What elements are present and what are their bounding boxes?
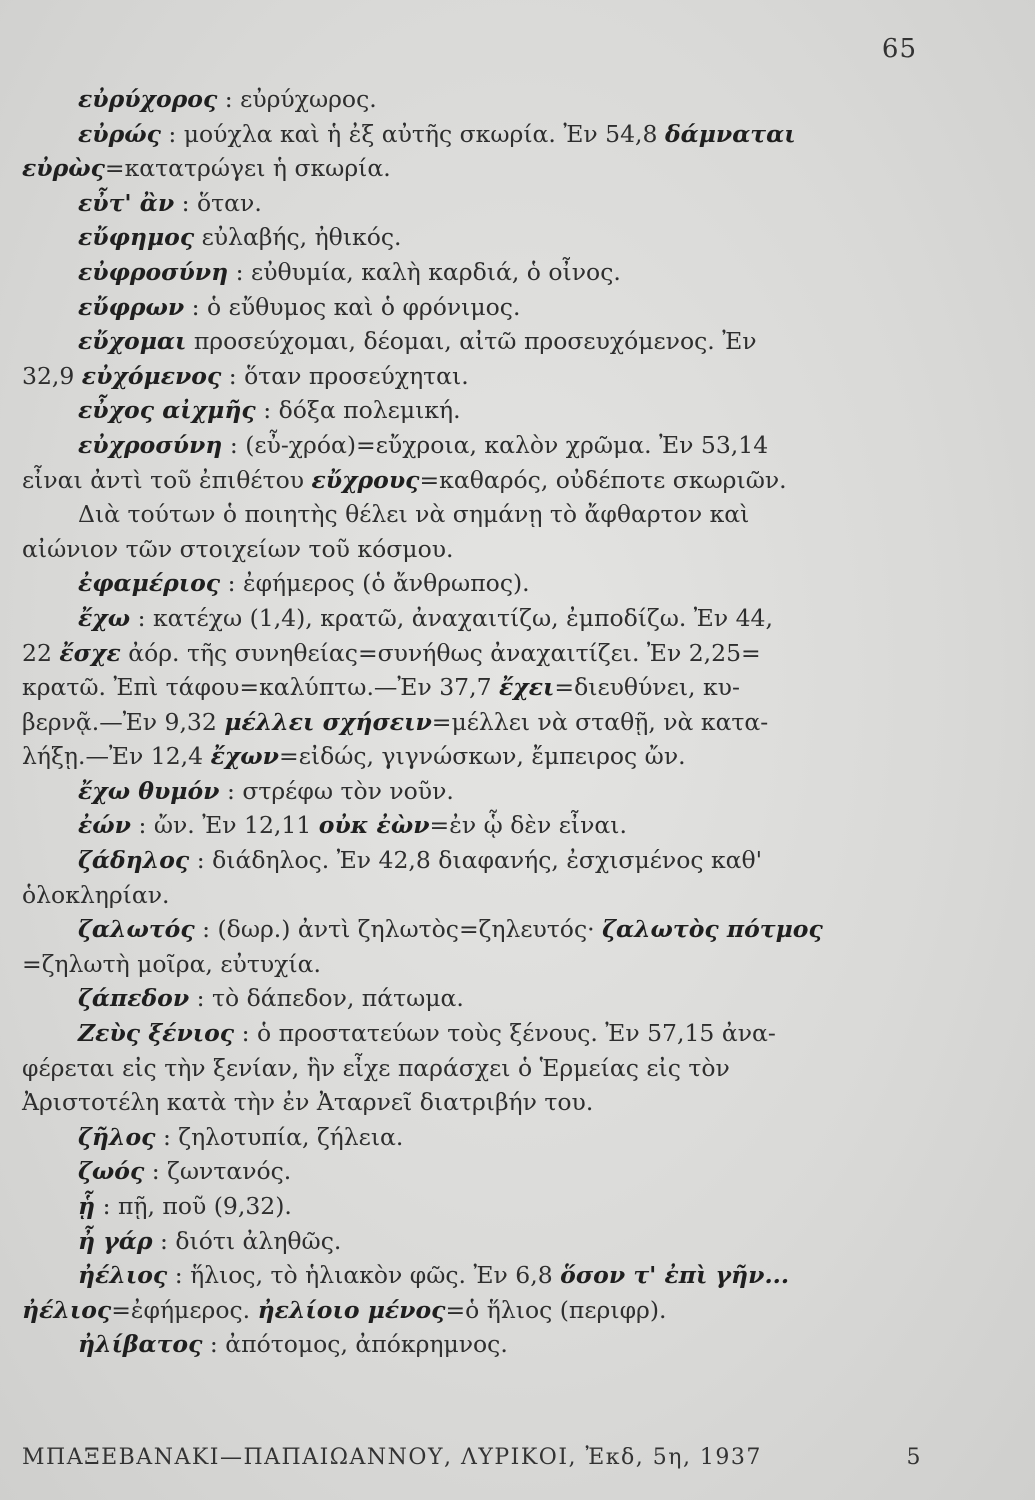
text-line xyxy=(22,878,927,913)
headword: εὐχόμενος xyxy=(81,361,222,390)
definition-text: : ὅταν. xyxy=(174,188,262,217)
headword: ζαλωτὸς πότμος xyxy=(602,915,823,944)
definition-text: =ἐφήμερος. xyxy=(111,1295,258,1324)
headword: ἔχω xyxy=(78,603,131,632)
headword: ζαλωτός xyxy=(78,915,195,944)
definition-text: : ζωντανός. xyxy=(144,1157,292,1186)
text-line xyxy=(22,1016,927,1051)
headword: εὔφημος xyxy=(78,223,195,252)
text-line xyxy=(22,428,927,463)
text-line xyxy=(22,186,927,221)
headword: εὖτ' ἂν xyxy=(78,188,175,217)
definition-text: =ζηλωτὴ μοῖρα, εὐτυχία. xyxy=(22,949,321,978)
definition-text: : ἀπότομος, ἀπόκρημνος. xyxy=(202,1330,508,1359)
headword: ἔχω θυμόν xyxy=(78,776,220,805)
headword: εὔχρους xyxy=(311,465,420,494)
definition-text: κρατῶ. Ἐπὶ τάφου=καλύπτω.—Ἐν 37,7 xyxy=(22,673,500,702)
definition-text: Διὰ τούτων ὁ ποιητὴς θέλει νὰ σημάνῃ τὸ ἄφθαρτον καὶ xyxy=(78,500,750,529)
definition-text: λήξῃ.—Ἐν 12,4 xyxy=(22,742,211,771)
definition-text: : τὸ δάπεδον, πάτωμα. xyxy=(189,984,464,1013)
headword: ἠέλιος xyxy=(22,1295,112,1324)
text-line xyxy=(22,843,927,878)
text-line xyxy=(22,981,927,1016)
definition-text: =ἐν ᾧ δὲν εἶναι. xyxy=(429,811,627,840)
headword: ζῆλος xyxy=(78,1122,156,1151)
definition-text: : εὐθυμία, καλὴ καρδιά, ὁ οἶνος. xyxy=(228,257,621,286)
text-line xyxy=(22,82,927,117)
definition-text: : ὅταν προσεύχηται. xyxy=(221,361,469,390)
text-line xyxy=(22,532,927,567)
definition-text: 32,9 xyxy=(22,361,82,390)
text-line xyxy=(22,359,927,394)
text-line xyxy=(22,393,927,428)
text-line xyxy=(22,324,927,359)
definition-text: εὐλαβής, ἠθικός. xyxy=(194,223,402,252)
headword: οὐκ ἐὼν xyxy=(318,811,430,840)
text-line xyxy=(22,220,927,255)
page-number: 65 xyxy=(881,34,917,64)
text-line xyxy=(22,151,927,186)
definition-text: : ἥλιος, τὸ ἡλιακὸν φῶς. Ἐν 6,8 xyxy=(167,1261,561,1290)
text-line xyxy=(22,1293,927,1328)
text-line xyxy=(22,636,927,671)
headword: εὐφροσύνη xyxy=(78,257,229,286)
headword: ἔχων xyxy=(210,742,279,771)
text-line xyxy=(22,1085,927,1120)
definition-text: φέρεται εἰς τὴν ξενίαν, ἣν εἶχε παράσχει ὁ Ἑρμείας εἰς τὸν xyxy=(22,1053,730,1082)
headword: εὔφρων xyxy=(78,292,185,321)
headword: ζωός xyxy=(78,1157,145,1186)
page-footer xyxy=(22,1445,922,1470)
text-line xyxy=(22,739,927,774)
definition-text: : διάδηλος. Ἐν 42,8 διαφανής, ἐσχισμένος καθ' xyxy=(189,846,763,875)
text-line xyxy=(22,912,927,947)
headword: ἔσχε xyxy=(59,638,121,667)
glossary-entries xyxy=(22,82,927,1362)
definition-text: : ἐφήμερος (ὁ ἄνθρωπος). xyxy=(220,569,530,598)
headword: Ζεὺς ξένιος xyxy=(78,1019,235,1048)
headword: εὖχος αἰχμῆς xyxy=(78,396,256,425)
footer-signature-mark: 5 xyxy=(906,1445,922,1470)
definition-text: : (δωρ.) ἀντὶ ζηλωτὸς=ζηλευτός· xyxy=(194,915,603,944)
text-line xyxy=(22,290,927,325)
definition-text: εἶναι ἀντὶ τοῦ ἐπιθέτου xyxy=(22,465,312,494)
text-line xyxy=(22,1051,927,1086)
headword: δάμναται xyxy=(664,119,796,148)
footer-imprint: ΜΠΑΞΕΒΑΝΑΚΙ—ΠΑΠΑΙΩΑΝΝΟΥ, ΛΥΡΙΚΟΙ, Ἐκδ, 5η, 1937 xyxy=(22,1445,762,1470)
text-line xyxy=(22,1258,927,1293)
definition-text: : ὁ προστατεύων τοὺς ξένους. Ἐν 57,15 ἀνα- xyxy=(234,1019,776,1048)
definition-text: =διευθύνει, κυ- xyxy=(554,673,740,702)
headword: ἔχει xyxy=(499,673,555,702)
definition-text: προσεύχομαι, δέομαι, αἰτῶ προσευχόμενος. Ἐν xyxy=(186,327,757,356)
headword: εὐχροσύνη xyxy=(78,430,223,459)
definition-text: : ὁ εὔθυμος καὶ ὁ φρόνιμος. xyxy=(184,292,521,321)
headword: ἠέλιος xyxy=(78,1261,168,1290)
text-line xyxy=(22,117,927,152)
text-line xyxy=(22,774,927,809)
definition-text: : (εὖ-χρόα)=εὔχροια, καλὸν χρῶμα. Ἐν 53,14 xyxy=(222,430,769,459)
definition-text: =καθαρός, οὐδέποτε σκωριῶν. xyxy=(419,465,787,494)
definition-text: : στρέφω τὸν νοῦν. xyxy=(219,776,454,805)
definition-text: : δόξα πολεμική. xyxy=(255,396,461,425)
definition-text: αἰώνιον τῶν στοιχείων τοῦ κόσμου. xyxy=(22,534,454,563)
definition-text: : κατέχω (1,4), κρατῶ, ἀναχαιτίζω, ἐμποδίζω. Ἐν 44, xyxy=(130,603,773,632)
headword: ᾗ xyxy=(78,1192,96,1220)
definition-text: : πῇ, ποῦ (9,32). xyxy=(95,1192,292,1220)
headword: εὐρώς xyxy=(78,119,161,148)
text-line xyxy=(22,1327,927,1362)
text-line xyxy=(22,1189,927,1224)
headword: ζάδηλος xyxy=(78,846,190,875)
text-line xyxy=(22,566,927,601)
definition-text: 22 xyxy=(22,638,60,667)
text-line xyxy=(22,497,927,532)
text-line xyxy=(22,1120,927,1155)
headword: ὅσον τ' ἐπὶ γῆν... xyxy=(560,1261,789,1290)
definition-text: =μέλλει νὰ σταθῇ, νὰ κατα- xyxy=(431,707,769,736)
headword: εὐρὼς xyxy=(22,154,105,183)
headword: εὔχομαι xyxy=(78,327,187,356)
definition-text: : εὐρύχωρος. xyxy=(217,85,377,113)
headword: ἐφαμέριος xyxy=(78,569,221,598)
text-line xyxy=(22,670,927,705)
definition-text: =ὁ ἥλιος (περιφρ). xyxy=(445,1295,667,1324)
definition-text: ὁλοκληρίαν. xyxy=(22,880,170,909)
definition-text: =εἰδώς, γιγνώσκων, ἔμπειρος ὤν. xyxy=(279,742,686,771)
headword: μέλλει σχήσειν xyxy=(224,707,432,736)
text-line xyxy=(22,1154,927,1189)
text-line xyxy=(22,947,927,982)
definition-text: : μούχλα καὶ ἡ ἐξ αὐτῆς σκωρία. Ἐν 54,8 xyxy=(160,119,665,148)
headword: ἦ γάρ xyxy=(78,1226,153,1255)
text-line xyxy=(22,1224,927,1259)
definition-text: ἀόρ. τῆς συνηθείας=συνήθως ἀναχαιτίζει. Ἐν 2,25= xyxy=(120,638,761,667)
text-line xyxy=(22,808,927,843)
text-line xyxy=(22,705,927,740)
definition-text: =κατατρώγει ἡ σκωρία. xyxy=(104,154,391,183)
text-line xyxy=(22,601,927,636)
headword: εὐρύχορος xyxy=(78,85,218,113)
definition-text: Ἀριστοτέλη κατὰ τὴν ἐν Ἀταρνεῖ διατριβήν του. xyxy=(22,1088,594,1117)
definition-text: : ὤν. Ἐν 12,11 xyxy=(130,811,319,840)
text-line xyxy=(22,255,927,290)
definition-text: : ζηλοτυπία, ζήλεια. xyxy=(155,1122,404,1151)
headword: ζάπεδον xyxy=(78,984,190,1013)
headword: ἠελίοιο μένος xyxy=(257,1295,446,1324)
definition-text: βερνᾷ.—Ἐν 9,32 xyxy=(22,707,225,736)
headword: ἐών xyxy=(78,811,131,840)
text-line xyxy=(22,463,927,498)
headword: ἠλίβατος xyxy=(78,1330,203,1359)
definition-text: : διότι ἀληθῶς. xyxy=(152,1226,342,1255)
